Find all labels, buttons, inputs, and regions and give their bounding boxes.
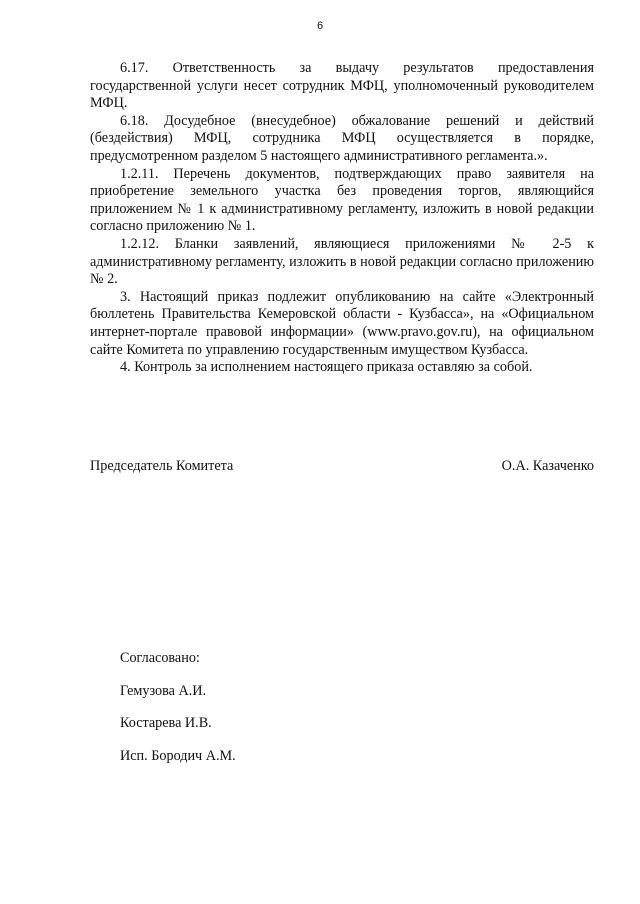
paragraph-1-2-11: 1.2.11. Перечень документов, подтверждающих право заявителя на приобретение земельного участка без проведения торгов, являющийся приложением № 1 к административному регламенту, изложить в новой редакции согласно приложению № 1. [90, 165, 594, 235]
signatory-name: О.А. Казаченко [501, 458, 594, 474]
signature-block [90, 458, 594, 475]
executor-name: Исп. Бородич А.М. [120, 747, 236, 764]
approval-label: Согласовано: [120, 650, 200, 666]
approval-block [120, 650, 236, 780]
paragraph-6-18: 6.18. Досудебное (внесудебное) обжалование решений и действий (бездействия) МФЦ, сотрудника МФЦ осуществляется в порядке, предусмотренном разделом 5 настоящего административного регламента.». [90, 112, 594, 164]
document-body [90, 60, 594, 377]
paragraph-4-control: 4. Контроль за исполнением настоящего приказа оставляю за собой. [120, 359, 533, 376]
paragraph-3-publication: 3. Настоящий приказ подлежит опубликованию на сайте «Электронный бюллетень Правительства Кемеровской области - Кузбасса», на «Официальном интернет-портале правовой информации» (www.pravo.gov.ru), на официальном сайте Комитета по управлению государственным имуществом Кузбасса. [90, 288, 594, 358]
signatory-position: Председатель Комитета [90, 458, 234, 474]
approver-name: Гемузова А.И. [120, 682, 207, 699]
paragraph-1-2-12: 1.2.12. Бланки заявлений, являющиеся приложениями № 2-5 к административному регламенту, изложить в новой редакции согласно приложению № 2. [90, 235, 594, 288]
page-number: 6 [316, 20, 324, 32]
paragraph-6-17: 6.17. Ответственность за выдачу результатов предоставления государственной услуги несет сотрудник МФЦ, уполномоченный руководителем МФЦ. [90, 60, 594, 112]
approver-name: Костарева И.В. [120, 715, 212, 732]
